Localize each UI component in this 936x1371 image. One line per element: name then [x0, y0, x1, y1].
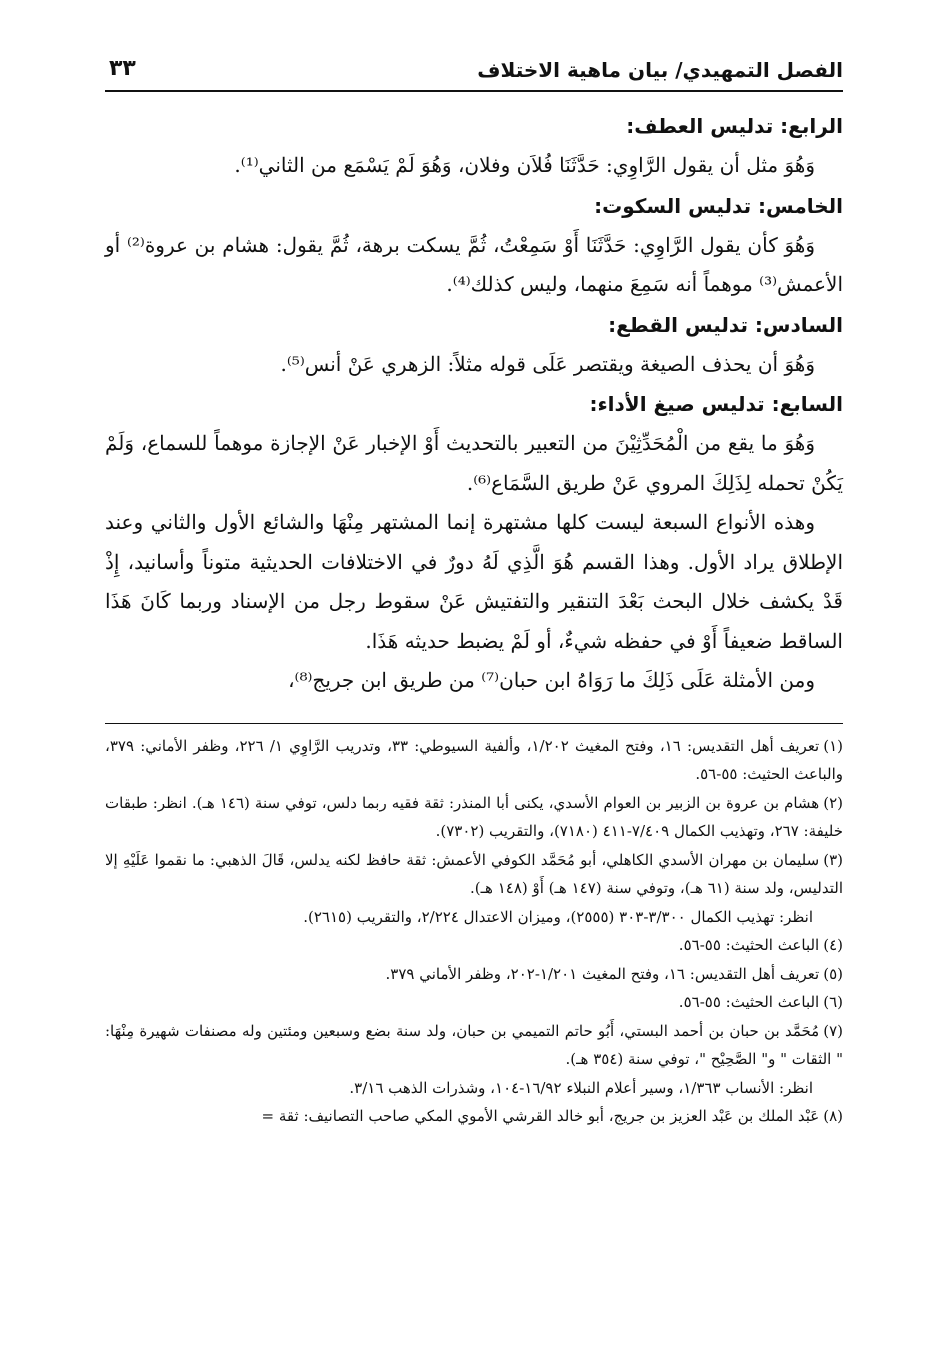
footnote-text: سليمان بن مهران الأسدي الكاهلي، أبو مُحَمَّد الكوفي الأعمش: ثقة حافظ لكنه يدلس، قَالَ الذهبي: ما نقموا عَلَيْهِ إلا التدليس، ولد سنة (٦١ هـ)، وتوفي سنة (١٤٧ هـ) أَوْ (١٤٨ هـ).	[105, 850, 843, 897]
footnote-number: (٦)	[823, 993, 843, 1011]
footnote	[105, 846, 843, 903]
footnote-text: مُحَمَّد بن حبان بن أحمد البستي، أَبُو حاتم التميمي بن حبان، ولد سنة بضع وسبعين ومئتين وله مصنفات شهيرة مِنْهَا: " الثقات " و" الصَّحِيْح "، توفي سنة (٣٥٤ هـ).	[105, 1021, 843, 1068]
footnote	[105, 1074, 843, 1103]
section-heading: الخامس: تدليس السكوت:	[594, 193, 843, 218]
footnote-text: هشام بن عروة بن الزبير بن العوام الأسدي، يكنى أبا المنذر: ثقة فقيه ربما دلس، توفي سنة (١٤٦ هـ). انظر: طبقات خليفة: ٢٦٧، وتهذيب الكمال ٧/٤٠٩-٤١١ (٧١٨٠)، والتقريب (٧٣٠٢).	[105, 793, 843, 840]
body-paragraph: وَهُوَ أن يحذف الصيغة ويقتصر عَلَى قوله مثلاً: الزهري عَنْ أنس⁽⁵⁾.	[280, 351, 815, 376]
running-head	[105, 54, 843, 92]
body-paragraph: وَهُوَ مثل أن يقول الرَّاوِي: حَدَّثَنَا فُلاَن وفلان، وَهُوَ لَمْ يَسْمَع من الثاني⁽¹⁾.	[234, 153, 815, 177]
footnote-text: تعريف أهل التقديس: ١٦، وفتح المغيث ١/٢٠٢، وألفية السيوطي: ٣٣، وتدريب الرَّاوِي ١/ ٢٢٦، وظفر الأماني: ٣٧٩، والباعث الحثيث: ٥٥-٥٦.	[105, 736, 843, 783]
footnote	[105, 931, 843, 960]
section-heading: الرابع: تدليس العطف:	[626, 114, 843, 138]
footnote-number: (٨)	[823, 1107, 843, 1125]
footnote-text: تعريف أهل التقديس: ١٦، وفتح المغيث ١/٢٠١-٢٠٢، وظفر الأماني ٣٧٩.	[385, 964, 820, 983]
footnotes	[105, 723, 843, 1131]
footnote	[105, 960, 843, 989]
footnote	[105, 1102, 843, 1131]
page-number: ٣٣	[109, 56, 136, 81]
footnote-number: (٧)	[823, 1021, 843, 1040]
body-paragraph: وَهُوَ كأن يقول الرَّاوِي: حَدَّثَنَا أَوْ سَمِعْتُ، ثُمَّ يسكت برهة، ثُمَّ يقول: هشام بن عروة⁽²⁾ أو الأعمش⁽³⁾ موهماً أنه سَمِعَ منهما، وليس كذلك⁽⁴⁾.	[105, 232, 843, 296]
footnote-number: (٣)	[823, 850, 843, 869]
footnote-number: (٥)	[823, 964, 843, 983]
footnote-number: (٢)	[823, 793, 843, 812]
footnote-text: عَبْد الملك بن عَبْد العزيز بن جريج، أبو خالد القرشي الأموي المكي صاحب التصانيف: ثقة =	[261, 1107, 820, 1125]
footnote	[105, 1017, 843, 1074]
footnote	[105, 732, 843, 789]
footnote-number: (٤)	[823, 936, 843, 954]
footnote-text: الباعث الحثيث: ٥٥-٥٦.	[678, 993, 820, 1011]
footnote	[105, 903, 843, 932]
section-heading: السادس: تدليس القطع:	[608, 312, 843, 337]
footnote-text: انظر: الأنساب ١/٣٦٣، وسير أعلام النبلاء ١٦/٩٢-١٠٤، وشذرات الذهب ٣/١٦.	[349, 1078, 813, 1097]
footnote	[105, 988, 843, 1017]
footnote-text: الباعث الحثيث: ٥٥-٥٦.	[678, 936, 820, 954]
footnote-number: (١)	[823, 736, 844, 755]
page	[105, 54, 843, 1131]
footnote-text: انظر: تهذيب الكمال ٣/٣٠٠-٣٠٣ (٢٥٥٥)، وميزان الاعتدال ٢/٢٢٤، والتقريب (٢٦١٥).	[303, 907, 813, 926]
body-paragraph: ومن الأمثلة عَلَى ذَلِكَ ما رَوَاهُ ابن حبان⁽⁷⁾ من طريق ابن جريج⁽⁸⁾،	[288, 668, 815, 692]
main-text	[105, 106, 843, 701]
body-paragraph: وهذه الأنواع السبعة ليست كلها مشتهرة إنما المشتهر مِنْهَا والشائع الأول والثاني وعند الإطلاق يراد الأول. وهذا القسم هُوَ الَّذِي لَهُ دورٌ في الاختلافات الحديثية متوناً وأسانيد، إِذْ قَدْ يكشف خلال البحث بَعْدَ التنقير والتفتيش عَنْ سقوط رجل من الإسناد وربما كَانَ هَذَا الساقط ضعيفاً أَوْ في حفظه شيءٌ، أو لَمْ يضبط حديثه هَذَا.	[105, 510, 843, 653]
footnote	[105, 789, 843, 846]
body-paragraph: وَهُوَ ما يقع من الْمُحَدِّثِيْنَ من التعبير بالتحديث أَوْ الإخبار عَنْ الإجازة موهماً للسماع، وَلَمْ يَكُنْ تحمله لِذَلِكَ المروي عَنْ طريق السَّمَاع⁽⁶⁾.	[105, 431, 843, 495]
running-head-title: الفصل التمهيدي/ بيان ماهية الاختلاف	[477, 58, 843, 82]
section-heading: السابع: تدليس صيغ الأداء:	[589, 392, 843, 416]
